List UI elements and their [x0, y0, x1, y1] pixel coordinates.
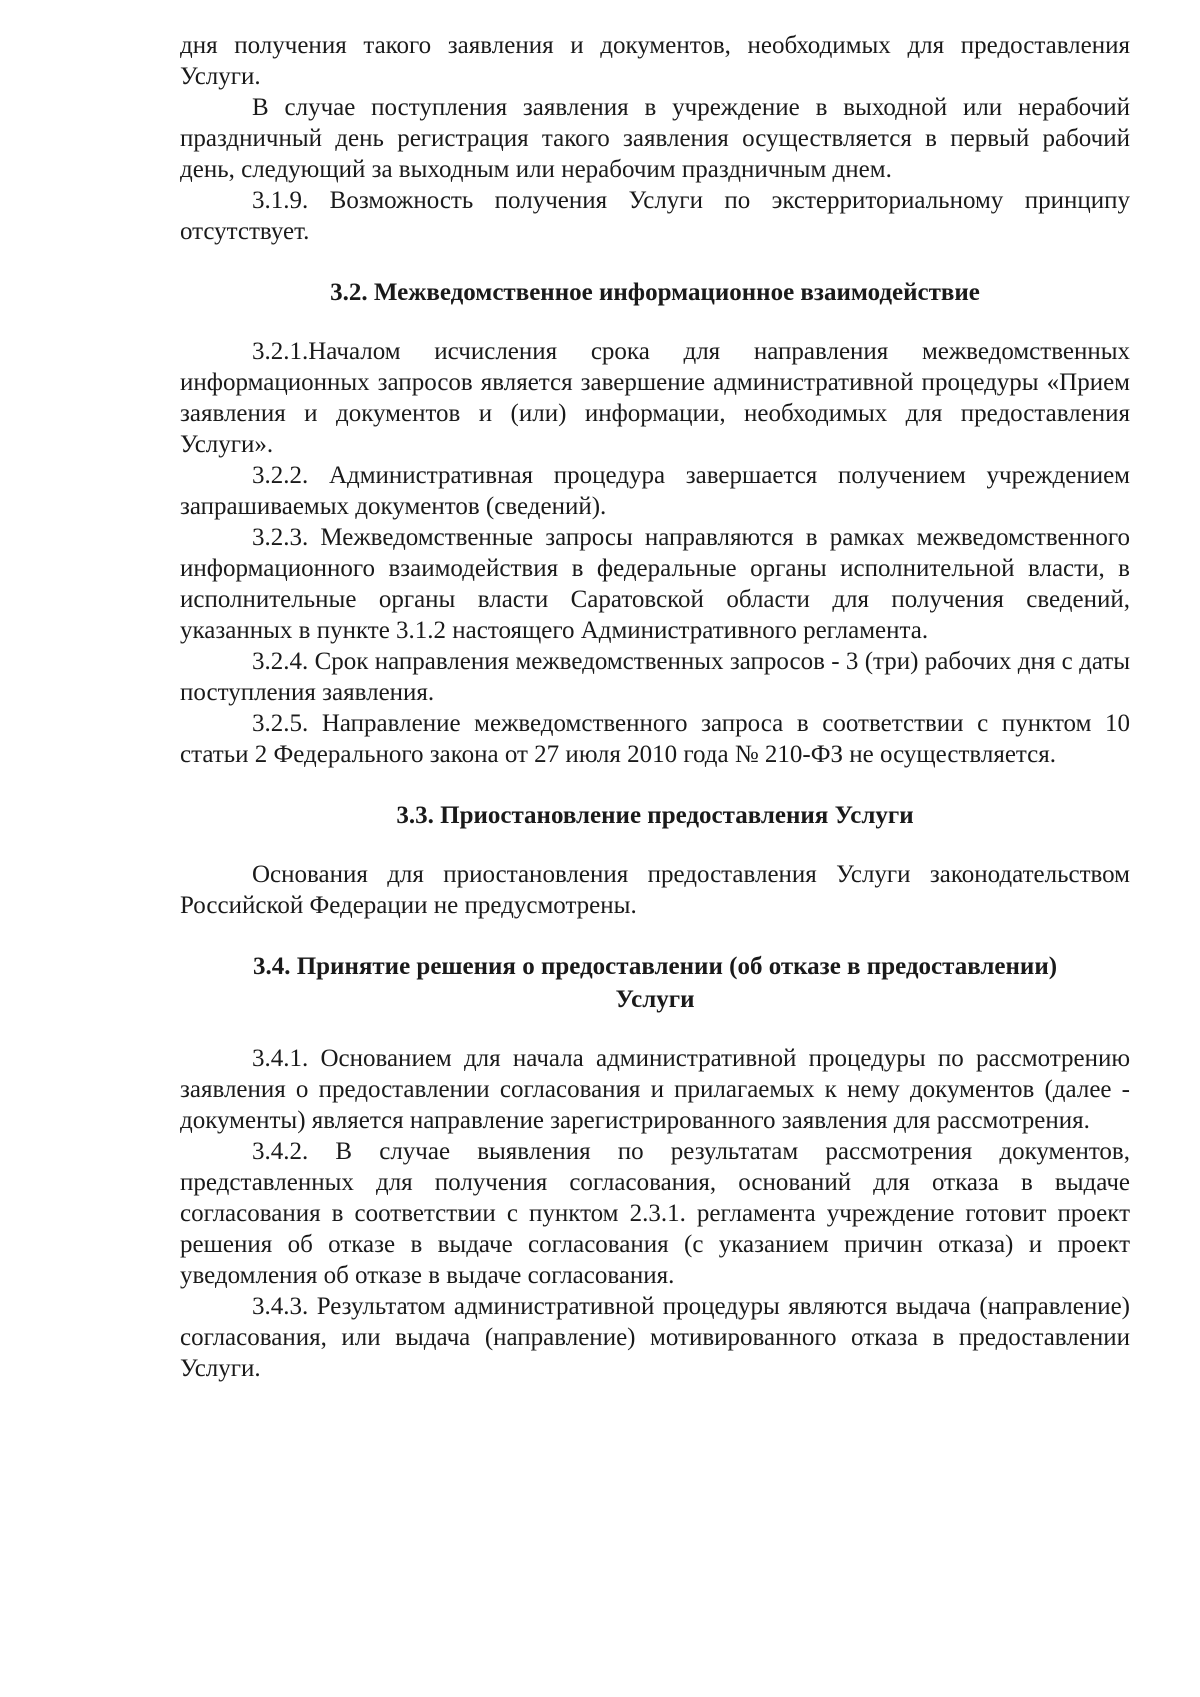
heading-section-3-4: [180, 950, 1130, 1016]
heading-section-3-4-line1: 3.4. Принятие решения о предоставлении (об отказе в предоставлении): [252, 953, 1058, 980]
heading-section-3-3: 3.3. Приостановление предоставления Услуги: [396, 802, 914, 829]
paragraph-3-2-1: 3.2.1.Началом исчисления срока для направления межведомственных информационных запросов является завершение административной процедуры «Прием заявления и документов и (или) информации, необходимых для предоставления Услуги».: [180, 338, 1130, 458]
intro-paragraph-weekend: В случае поступления заявления в учреждение в выходной или нерабочий праздничный день регистрация такого заявления осуществляется в первый рабочий день, следующий за выходным или нерабочим праздничным днем.: [180, 94, 1130, 183]
paragraph-3-4-3: 3.4.3. Результатом административной процедуры являются выдача (направление) согласования, или выдача (направление) мотивированного отказа в предоставлении Услуги.: [180, 1293, 1130, 1382]
document-page: [180, 30, 1130, 1384]
intro-paragraph-continuation: дня получения такого заявления и документов, необходимых для предоставления Услуги.: [180, 32, 1130, 90]
heading-section-3-2: 3.2. Межведомственное информационное взаимодействие: [330, 279, 980, 306]
paragraph-3-1-9: 3.1.9. Возможность получения Услуги по экстерриториальному принципу отсутствует.: [180, 187, 1130, 245]
paragraph-3-2-3: 3.2.3. Межведомственные запросы направляются в рамках межведомственного информационного взаимодействия в федеральные органы исполнительной власти, в исполнительные органы власти Саратовской области для получения сведений, указанных в пункте 3.1.2 настоящего Административного регламента.: [180, 524, 1130, 644]
paragraph-3-2-5: 3.2.5. Направление межведомственного запроса в соответствии с пунктом 10 статьи 2 Федерального закона от 27 июля 2010 года № 210-ФЗ не осуществляется.: [180, 710, 1130, 768]
paragraph-3-4-2: 3.4.2. В случае выявления по результатам рассмотрения документов, представленных для получения согласования, оснований для отказа в выдаче согласования в соответствии с пунктом 2.3.1. регламента учреждение готовит проект решения об отказе в выдаче согласования (с указанием причин отказа) и проект уведомления об отказе в выдаче согласования.: [180, 1138, 1130, 1289]
paragraph-3-3: Основания для приостановления предоставления Услуги законодательством Российской Федерации не предусмотрены.: [180, 861, 1130, 919]
heading-section-3-4-line2: Услуги: [615, 986, 695, 1013]
paragraph-3-2-2: 3.2.2. Административная процедура завершается получением учреждением запрашиваемых документов (сведений).: [180, 462, 1130, 520]
paragraph-3-4-1: 3.4.1. Основанием для начала административной процедуры по рассмотрению заявления о предоставлении согласования и прилагаемых к нему документов (далее - документы) является направление зарегистрированного заявления для рассмотрения.: [180, 1045, 1130, 1134]
paragraph-3-2-4: 3.2.4. Срок направления межведомственных запросов - 3 (три) рабочих дня с даты поступления заявления.: [180, 648, 1130, 706]
